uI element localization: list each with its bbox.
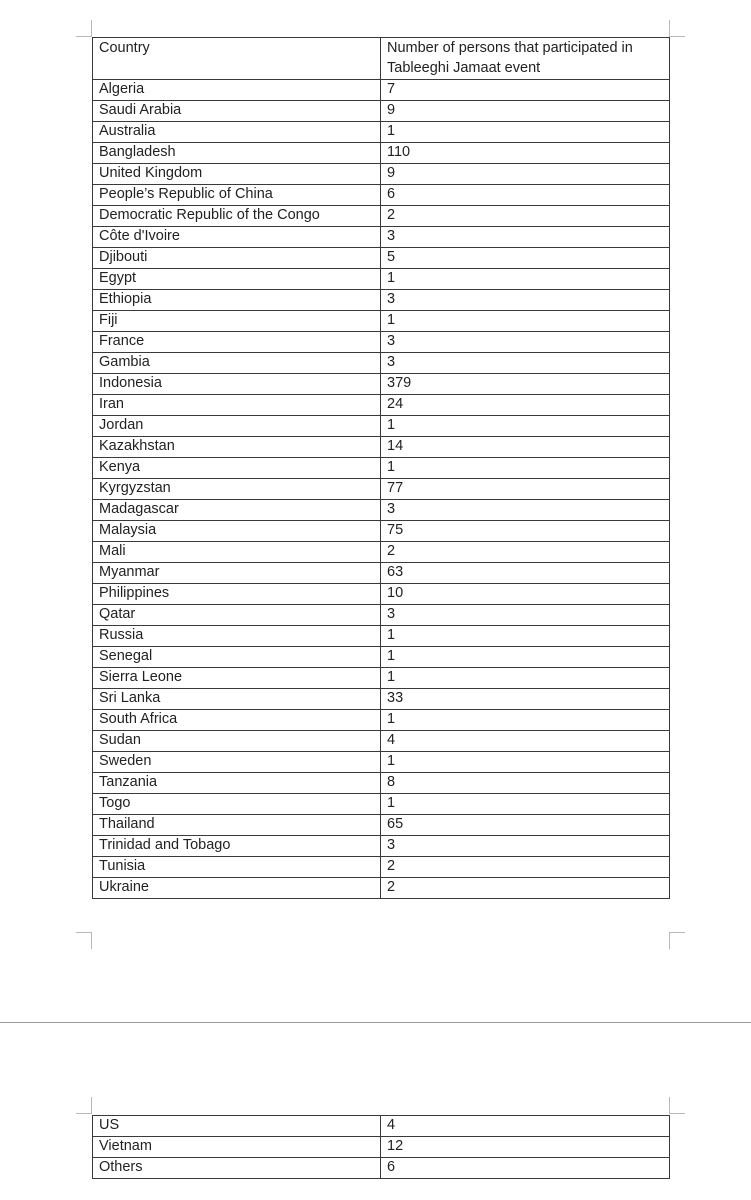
table-row [93, 773, 670, 794]
country-cell: Tunisia [93, 857, 381, 878]
participant-count-cell: 3 [381, 605, 670, 626]
page2-top-right-corner-mark [669, 1097, 685, 1114]
header-participants: Number of persons that participated in Tableeghi Jamaat event [381, 38, 670, 80]
table-row [93, 836, 670, 857]
table-row [93, 227, 670, 248]
participant-count-cell: 3 [381, 332, 670, 353]
table-header-row [93, 38, 670, 80]
country-cell: Egypt [93, 269, 381, 290]
page-break-divider [0, 1022, 751, 1023]
country-cell: US [93, 1116, 381, 1137]
participant-count-cell: 6 [381, 185, 670, 206]
page1-top-right-corner-mark [669, 20, 685, 37]
participant-count-cell: 63 [381, 563, 670, 584]
participant-count-cell: 14 [381, 437, 670, 458]
table-row [93, 353, 670, 374]
country-cell: Sierra Leone [93, 668, 381, 689]
participant-count-cell: 1 [381, 311, 670, 332]
participant-count-cell: 1 [381, 752, 670, 773]
participant-count-cell: 2 [381, 206, 670, 227]
participant-count-cell: 4 [381, 1116, 670, 1137]
participant-count-cell: 379 [381, 374, 670, 395]
country-cell: Fiji [93, 311, 381, 332]
table-row [93, 521, 670, 542]
participant-count-cell: 8 [381, 773, 670, 794]
country-cell: United Kingdom [93, 164, 381, 185]
page1-top-left-corner-mark [76, 20, 92, 37]
country-cell: Kyrgyzstan [93, 479, 381, 500]
participant-count-cell: 1 [381, 668, 670, 689]
country-cell: France [93, 332, 381, 353]
table-row [93, 752, 670, 773]
participant-count-cell: 9 [381, 164, 670, 185]
participant-count-cell: 12 [381, 1137, 670, 1158]
table-row [93, 437, 670, 458]
table-row [93, 122, 670, 143]
country-cell: Australia [93, 122, 381, 143]
country-cell: Thailand [93, 815, 381, 836]
participant-count-cell: 1 [381, 647, 670, 668]
table-row [93, 395, 670, 416]
country-cell: Sweden [93, 752, 381, 773]
table-row [93, 542, 670, 563]
country-cell: Sri Lanka [93, 689, 381, 710]
country-cell: Ethiopia [93, 290, 381, 311]
table-row [93, 647, 670, 668]
country-cell: South Africa [93, 710, 381, 731]
table-row [93, 731, 670, 752]
country-cell: Djibouti [93, 248, 381, 269]
table-row [93, 689, 670, 710]
table-row [93, 416, 670, 437]
country-cell: Democratic Republic of the Congo [93, 206, 381, 227]
participant-count-cell: 5 [381, 248, 670, 269]
participant-count-cell: 33 [381, 689, 670, 710]
table-row [93, 458, 670, 479]
country-cell: Qatar [93, 605, 381, 626]
table-row [93, 857, 670, 878]
participant-count-cell: 2 [381, 542, 670, 563]
participant-count-cell: 75 [381, 521, 670, 542]
participant-count-cell: 1 [381, 458, 670, 479]
participant-count-cell: 24 [381, 395, 670, 416]
participant-count-cell: 3 [381, 353, 670, 374]
table-row [93, 479, 670, 500]
participant-count-cell: 10 [381, 584, 670, 605]
participant-count-cell: 3 [381, 500, 670, 521]
table-row [93, 185, 670, 206]
table-row [93, 794, 670, 815]
country-cell: Myanmar [93, 563, 381, 584]
country-cell: Jordan [93, 416, 381, 437]
country-cell: Vietnam [93, 1137, 381, 1158]
table-row [93, 500, 670, 521]
country-cell: Kenya [93, 458, 381, 479]
table-row [93, 248, 670, 269]
participant-count-cell: 9 [381, 101, 670, 122]
country-cell: Togo [93, 794, 381, 815]
country-cell: Malaysia [93, 521, 381, 542]
table-row [93, 710, 670, 731]
table-row [93, 626, 670, 647]
table-row [93, 605, 670, 626]
table-row [93, 206, 670, 227]
table-row [93, 374, 670, 395]
country-cell: Madagascar [93, 500, 381, 521]
country-cell: Ukraine [93, 878, 381, 899]
header-country: Country [93, 38, 381, 80]
table-row [93, 101, 670, 122]
participants-table [92, 37, 670, 899]
table-row [93, 878, 670, 899]
country-cell: Russia [93, 626, 381, 647]
table-row [93, 290, 670, 311]
participant-count-cell: 1 [381, 794, 670, 815]
table-row [93, 311, 670, 332]
table-row [93, 668, 670, 689]
table-row [93, 164, 670, 185]
table-row [93, 815, 670, 836]
participant-count-cell: 1 [381, 122, 670, 143]
table-row [93, 1137, 670, 1158]
country-cell: Trinidad and Tobago [93, 836, 381, 857]
table-row [93, 332, 670, 353]
table-row [93, 143, 670, 164]
participant-count-cell: 1 [381, 416, 670, 437]
country-cell: Gambia [93, 353, 381, 374]
participant-count-cell: 110 [381, 143, 670, 164]
country-cell: Saudi Arabia [93, 101, 381, 122]
page2-top-left-corner-mark [76, 1097, 92, 1114]
table-row [93, 584, 670, 605]
participant-count-cell: 2 [381, 857, 670, 878]
participant-count-cell: 6 [381, 1158, 670, 1179]
participant-count-cell: 1 [381, 626, 670, 647]
table-row [93, 563, 670, 584]
country-cell: Kazakhstan [93, 437, 381, 458]
table-row [93, 1116, 670, 1137]
participant-count-cell: 3 [381, 836, 670, 857]
country-cell: Tanzania [93, 773, 381, 794]
participant-count-cell: 3 [381, 290, 670, 311]
participant-count-cell: 3 [381, 227, 670, 248]
participant-count-cell: 65 [381, 815, 670, 836]
country-cell: Iran [93, 395, 381, 416]
country-cell: Côte d'Ivoire [93, 227, 381, 248]
participant-count-cell: 7 [381, 80, 670, 101]
country-cell: Indonesia [93, 374, 381, 395]
participant-count-cell: 77 [381, 479, 670, 500]
table-row [93, 269, 670, 290]
country-cell: Senegal [93, 647, 381, 668]
participant-count-cell: 2 [381, 878, 670, 899]
page1-bottom-right-corner-mark [669, 932, 685, 949]
page1-bottom-left-corner-mark [76, 932, 92, 949]
country-cell: Sudan [93, 731, 381, 752]
participant-count-cell: 1 [381, 710, 670, 731]
country-cell: Others [93, 1158, 381, 1179]
participant-count-cell: 1 [381, 269, 670, 290]
country-cell: Mali [93, 542, 381, 563]
table-row [93, 1158, 670, 1179]
table-row [93, 80, 670, 101]
participants-table-continued [92, 1115, 670, 1179]
country-cell: Algeria [93, 80, 381, 101]
country-cell: Bangladesh [93, 143, 381, 164]
country-cell: Philippines [93, 584, 381, 605]
country-cell: People’s Republic of China [93, 185, 381, 206]
participant-count-cell: 4 [381, 731, 670, 752]
